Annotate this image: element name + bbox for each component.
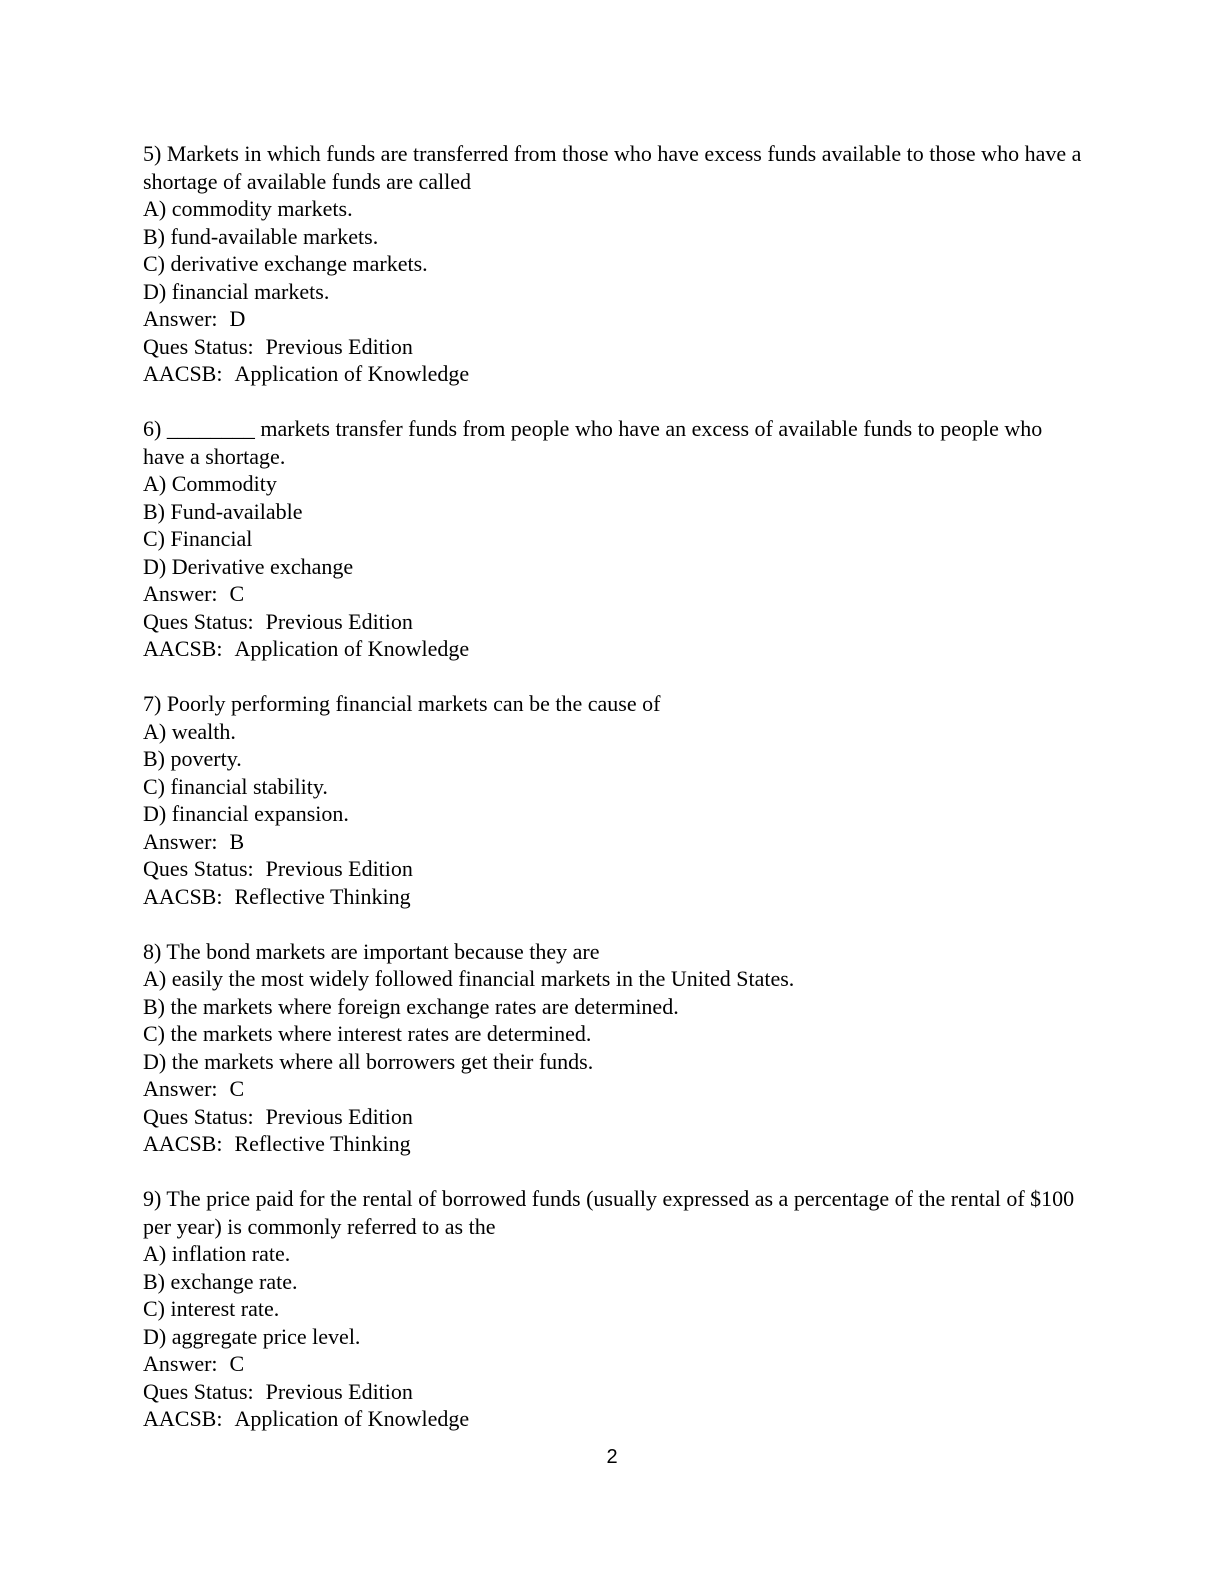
page-number: 2 (606, 1446, 618, 1468)
question-list (143, 140, 1088, 1433)
question-option-d: D) aggregate price level. (143, 1323, 361, 1349)
aacsb-line (143, 883, 1088, 911)
answer-value: C (229, 581, 245, 606)
ques-status-label: Ques Status: (143, 608, 254, 634)
question-option-d: D) Derivative exchange (143, 553, 354, 579)
question-option-a: A) easily the most widely followed financial markets in the United States. (143, 966, 795, 991)
question-option-b: B) Fund-available (143, 498, 303, 524)
question-stem: 7) Poorly performing financial markets can be the cause of (143, 691, 661, 716)
question-option-c: C) interest rate. (143, 1296, 280, 1321)
aacsb-label: AACSB: (143, 1406, 223, 1431)
answer-line (143, 305, 1088, 333)
question-option-a: A) wealth. (143, 718, 236, 744)
question-block-6 (143, 415, 1088, 663)
ques-status-line (143, 333, 1088, 361)
ques-status-value: Previous Edition (265, 1378, 413, 1404)
question-stem: 5) Markets in which funds are transferred from those who have excess funds available to those who have a shortage of available funds are called (143, 141, 1082, 194)
answer-line (143, 1350, 1088, 1378)
answer-value: C (229, 1076, 245, 1101)
answer-line (143, 828, 1088, 856)
aacsb-value: Reflective Thinking (234, 1131, 411, 1156)
ques-status-value: Previous Edition (265, 856, 413, 881)
question-option-c: C) Financial (143, 526, 253, 551)
aacsb-label: AACSB: (143, 636, 223, 661)
question-block-7 (143, 690, 1088, 910)
question-option-b: B) exchange rate. (143, 1268, 298, 1294)
ques-status-value: Previous Edition (265, 608, 413, 634)
ques-status-line (143, 1378, 1088, 1406)
question-option-d: D) financial expansion. (143, 801, 349, 826)
question-stem: 8) The bond markets are important because they are (143, 938, 600, 964)
aacsb-label: AACSB: (143, 361, 223, 386)
ques-status-line (143, 608, 1088, 636)
answer-line (143, 1075, 1088, 1103)
answer-label: Answer: (143, 828, 218, 854)
question-option-d: D) the markets where all borrowers get their funds. (143, 1048, 594, 1074)
ques-status-label: Ques Status: (143, 1378, 254, 1404)
answer-label: Answer: (143, 306, 218, 331)
aacsb-line (143, 1405, 1088, 1433)
ques-status-value: Previous Edition (265, 333, 413, 359)
question-option-c: C) the markets where interest rates are determined. (143, 1021, 592, 1046)
answer-value: D (229, 306, 246, 331)
question-block-8 (143, 938, 1088, 1158)
ques-status-value: Previous Edition (265, 1103, 413, 1129)
question-option-a: A) commodity markets. (143, 196, 353, 221)
question-option-c: C) financial stability. (143, 773, 328, 799)
aacsb-value: Reflective Thinking (234, 883, 411, 909)
aacsb-line (143, 635, 1088, 663)
aacsb-value: Application of Knowledge (234, 636, 470, 661)
question-option-b: B) fund-available markets. (143, 223, 379, 249)
ques-status-line (143, 855, 1088, 883)
answer-label: Answer: (143, 581, 218, 606)
question-stem: 6) ________ markets transfer funds from people who have an excess of available funds to people who have a shortage. (143, 416, 1043, 469)
aacsb-label: AACSB: (143, 883, 223, 909)
answer-value: C (229, 1351, 245, 1376)
aacsb-value: Application of Knowledge (234, 361, 470, 386)
aacsb-value: Application of Knowledge (234, 1406, 470, 1431)
question-option-b: B) the markets where foreign exchange rates are determined. (143, 993, 679, 1019)
answer-line (143, 580, 1088, 608)
ques-status-label: Ques Status: (143, 333, 254, 359)
ques-status-line (143, 1103, 1088, 1131)
aacsb-label: AACSB: (143, 1131, 223, 1156)
question-option-c: C) derivative exchange markets. (143, 251, 428, 276)
ques-status-label: Ques Status: (143, 1103, 254, 1129)
question-option-a: A) Commodity (143, 471, 277, 496)
aacsb-line (143, 1130, 1088, 1158)
ques-status-label: Ques Status: (143, 856, 254, 881)
answer-value: B (229, 828, 245, 854)
answer-label: Answer: (143, 1351, 218, 1376)
answer-label: Answer: (143, 1076, 218, 1101)
question-option-d: D) financial markets. (143, 278, 330, 304)
question-block-5 (143, 140, 1088, 388)
question-option-b: B) poverty. (143, 746, 242, 771)
question-option-a: A) inflation rate. (143, 1241, 291, 1266)
aacsb-line (143, 360, 1088, 388)
question-block-9 (143, 1185, 1088, 1433)
question-stem: 9) The price paid for the rental of borrowed funds (usually expressed as a percentage of the rental of $100 per year) is commonly referred to as the (143, 1186, 1075, 1239)
